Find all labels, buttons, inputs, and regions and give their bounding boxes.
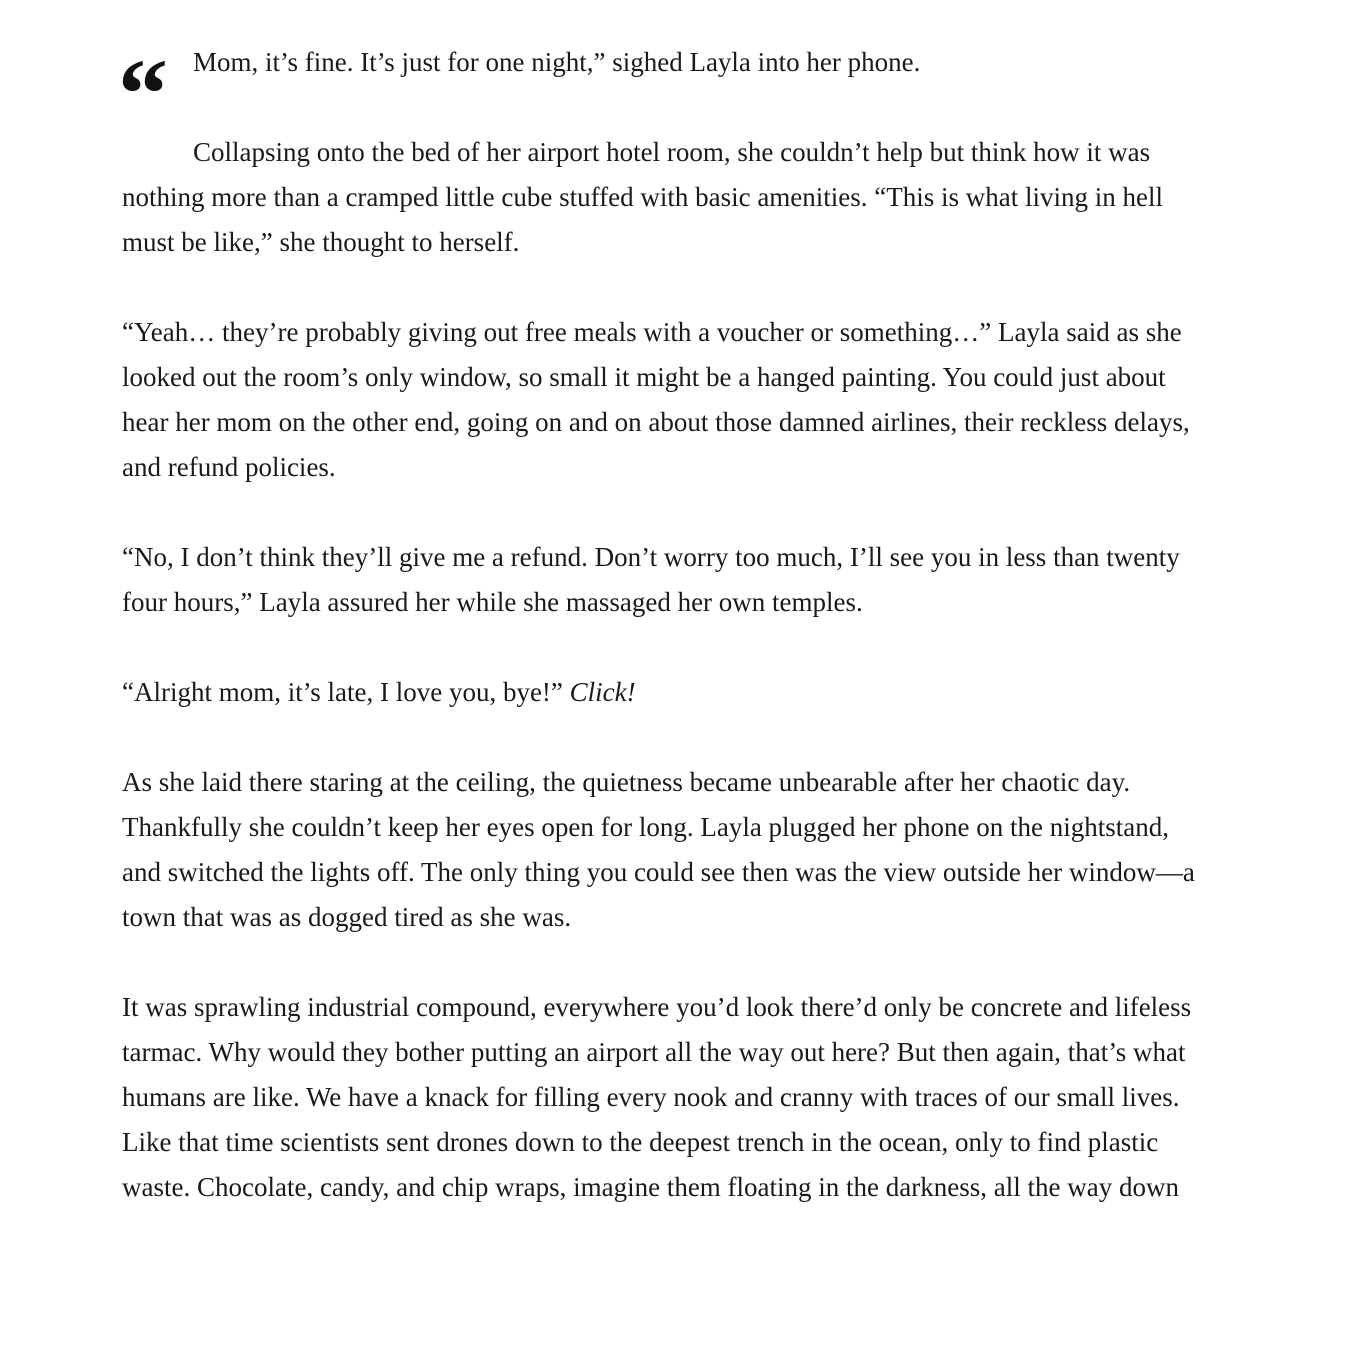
document-page xyxy=(118,38,1292,1255)
opening-quote-mark: “ xyxy=(118,38,164,149)
paragraph-line: humans are like. We have a knack for filling every nook and cranny with traces of our small lives. xyxy=(122,1082,1180,1112)
paragraph-line: waste. Chocolate, candy, and chip wraps, imagine them floating in the darkness, all the way down xyxy=(122,1172,1179,1202)
opening-paragraph xyxy=(118,38,1292,149)
paragraph-line: tarmac. Why would they bother putting an airport all the way out here? But then again, that’s what xyxy=(122,1037,1186,1067)
paragraph-line: It was sprawling industrial compound, everywhere you’d look there’d only be concrete and lifeless xyxy=(122,992,1192,1022)
goodbye-text: “Alright mom, it’s late, I love you, bye!” xyxy=(122,677,570,707)
opening-line: Mom, it’s fine. It’s just for one night,” sighed Layla into her phone. xyxy=(193,47,921,77)
paragraph-ceiling xyxy=(122,760,1292,940)
paragraph-line: “No, I don’t think they’ll give me a refund. Don’t worry too much, I’ll see you in less than twenty xyxy=(122,542,1180,572)
paragraph-line: must be like,” she thought to herself. xyxy=(122,227,520,257)
paragraph-line: hear her mom on the other end, going on and on about those damned airlines, their reckless delays, xyxy=(122,407,1190,437)
paragraph-industrial xyxy=(122,985,1292,1210)
paragraph-line-text: Collapsing onto the bed of her airport hotel room, she couldn’t help but think how it was xyxy=(193,137,1151,167)
paragraph-line: and refund policies. xyxy=(122,452,336,482)
paragraph-line xyxy=(122,130,1292,175)
paragraph-line: and switched the lights off. The only thing you could see then was the view outside her window—a xyxy=(122,857,1195,887)
paragraph-line: nothing more than a cramped little cube stuffed with basic amenities. “This is what living in hell xyxy=(122,182,1164,212)
paragraph-line: As she laid there staring at the ceiling, the quietness became unbearable after her chaotic day. xyxy=(122,767,1131,797)
paragraph-line: looked out the room’s only window, so small it might be a hanged painting. You could just about xyxy=(122,362,1166,392)
paragraph-hotel-room xyxy=(122,130,1292,265)
click-sound-text: Click! xyxy=(569,677,636,707)
paragraph-line: town that was as dogged tired as she was. xyxy=(122,902,572,932)
paragraph-line xyxy=(122,670,1292,715)
paragraph-line: Like that time scientists sent drones down to the deepest trench in the ocean, only to find plastic xyxy=(122,1127,1159,1157)
paragraph-refund xyxy=(122,535,1292,625)
paragraph-voucher xyxy=(122,310,1292,490)
paragraph-goodbye xyxy=(122,670,1292,715)
paragraph-line: “Yeah… they’re probably giving out free meals with a voucher or something…” Layla said as she xyxy=(122,317,1182,347)
paragraph-line: Thankfully she couldn’t keep her eyes open for long. Layla plugged her phone on the nightstand, xyxy=(122,812,1169,842)
paragraph-line: four hours,” Layla assured her while she massaged her own temples. xyxy=(122,587,863,617)
